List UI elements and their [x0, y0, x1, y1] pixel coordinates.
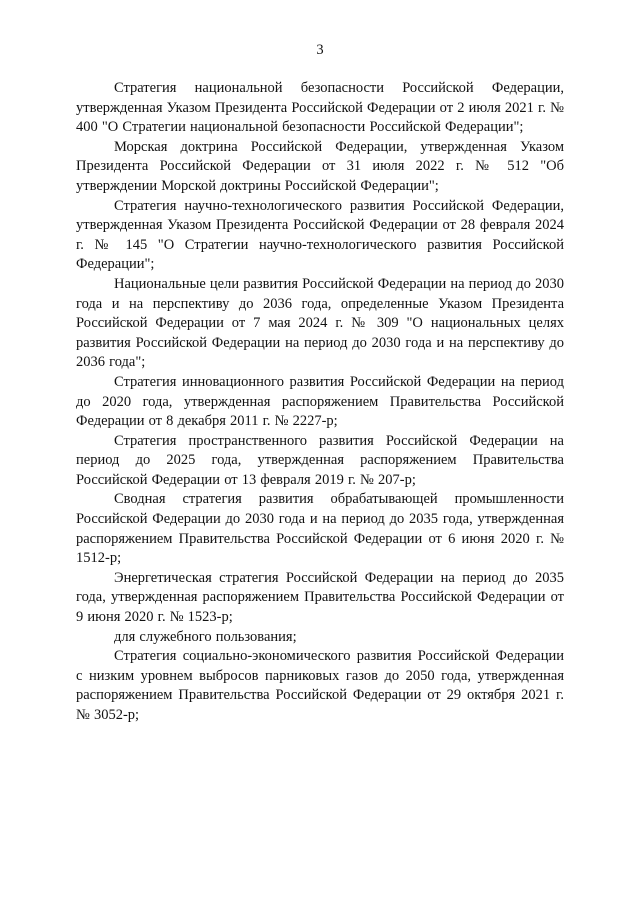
paragraph-low-emission-strategy: Стратегия социально-экономического развития Российской Федерации с низким уровнем выбросов парниковых газов до 2050 года, утвержденная распоряжением Правительства Российской Федерации от 29 октября 2021 г. № 3052-р; — [76, 648, 564, 723]
document-body — [76, 79, 564, 726]
paragraph-manufacturing-strategy: Сводная стратегия развития обрабатывающей промышленности Российской Федерации до 2030 года и на период до 2035 года, утвержденная распоряжением Правительства Российской Федерации от 6 июня 2020 г. № 1512-р; — [76, 491, 564, 567]
paragraph-restricted-use: для служебного пользования; — [114, 628, 297, 645]
paragraph-maritime-doctrine: Морская доктрина Российской Федерации, утвержденная Указом Президента Российской Федерации от 31 июля 2022 г. № 512 "Об утверждении Морской доктрины Российской Федерации"; — [76, 138, 564, 194]
paragraph-energy-strategy: Энергетическая стратегия Российской Федерации на период до 2035 года, утвержденная распоряжением Правительства Российской Федерации от 9 июня 2020 г. № 1523-р; — [76, 569, 564, 626]
paragraph-spatial-development-strategy: Стратегия пространственного развития Российской Федерации на период до 2025 года, утвержденная распоряжением Правительства Российской Федерации от 13 февраля 2019 г. № 207-р; — [76, 432, 564, 488]
paragraph-innovation-strategy: Стратегия инновационного развития Российской Федерации на период до 2020 года, утвержденная распоряжением Правительства Российской Федерации от 8 декабря 2011 г. № 2227-р; — [76, 373, 564, 430]
paragraph-national-goals: Национальные цели развития Российской Федерации на период до 2030 года и на перспективу до 2036 года, определенные Указом Президента Российской Федерации от 7 мая 2024 г. № 309 "О национальных целях развития Российской Федерации на период до 2030 года и на перспективу до 2036 года"; — [76, 275, 564, 371]
paragraph-national-security-strategy: Стратегия национальной безопасности Российской Федерации, утвержденная Указом Президента Российской Федерации от 2 июля 2021 г. № 400 "О Стратегии национальной безопасности Российской Федерации"; — [76, 80, 564, 136]
paragraph-science-tech-strategy: Стратегия научно-технологического развития Российской Федерации, утвержденная Указом Президента Российской Федерации от 28 февраля 2024 г. № 145 "О Стратегии научно-технологического развития Российской Федерации"; — [76, 197, 564, 273]
page-number: 3 — [316, 42, 324, 58]
